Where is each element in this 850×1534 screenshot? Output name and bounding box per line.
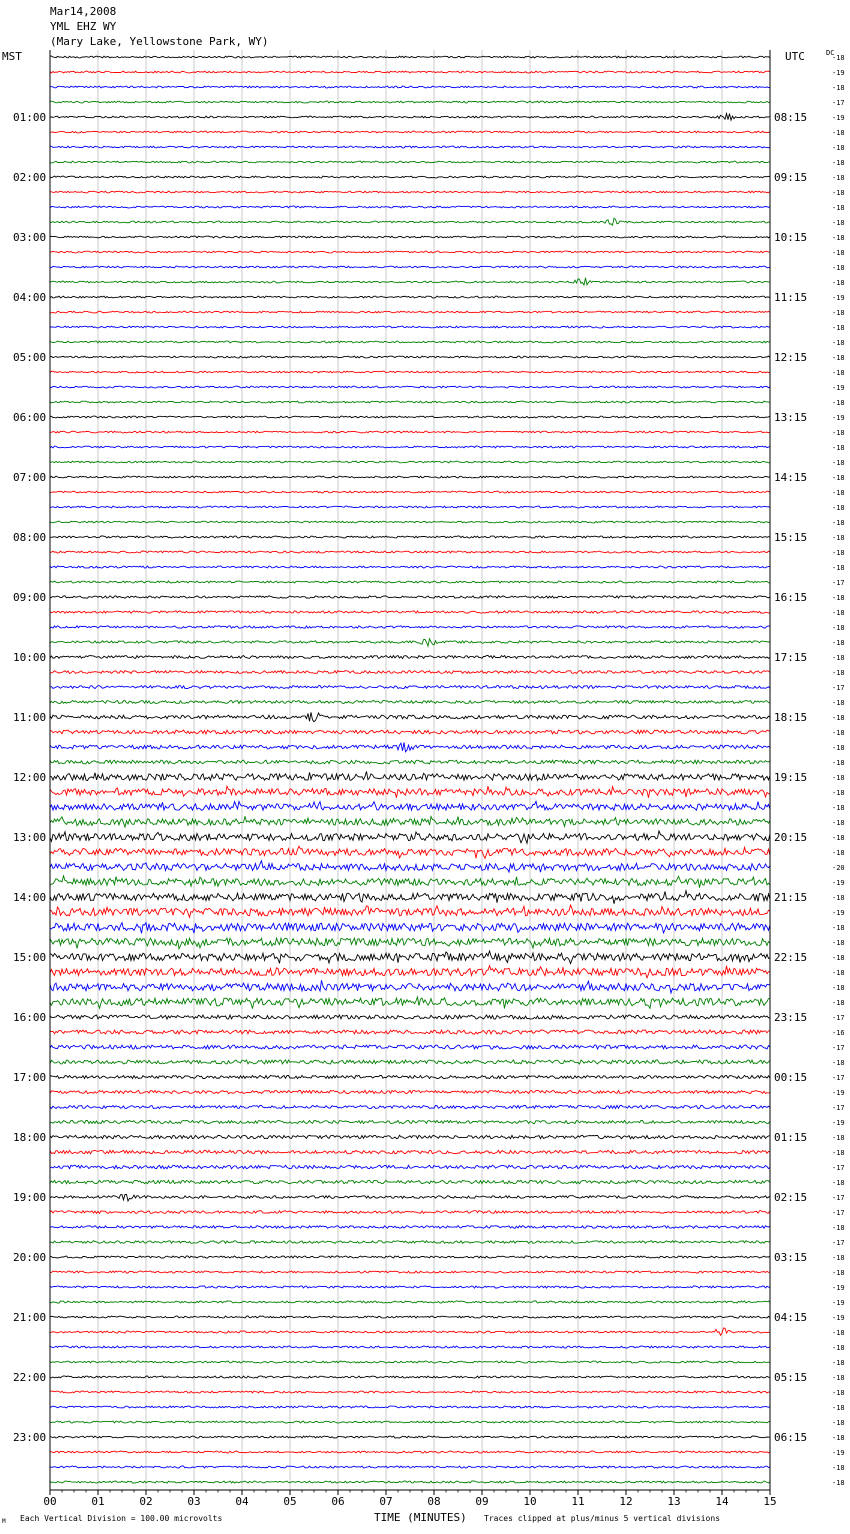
left-hour-label: 20:00 xyxy=(13,1251,47,1264)
trace-27 xyxy=(50,461,770,463)
trace-offset-label: -18 xyxy=(832,969,845,977)
trace-62 xyxy=(50,980,770,993)
trace-offset-label: -18 xyxy=(832,279,845,287)
trace-25 xyxy=(50,431,770,433)
trace-57 xyxy=(50,905,770,917)
trace-84 xyxy=(50,1316,770,1318)
trace-35 xyxy=(50,581,770,583)
right-hour-label: 17:15 xyxy=(774,651,808,664)
x-tick-label: 15 xyxy=(763,1495,777,1508)
trace-offset-label: -18 xyxy=(832,819,845,827)
trace-55 xyxy=(50,876,770,888)
trace-offset-label: -18 xyxy=(832,954,845,962)
x-tick-label: 02 xyxy=(139,1495,153,1508)
x-tick-label: 14 xyxy=(715,1495,729,1508)
trace-offset-label: -17 xyxy=(832,579,845,587)
trace-14 xyxy=(50,266,770,268)
right-hour-label: 19:15 xyxy=(774,771,808,784)
trace-17 xyxy=(50,311,770,313)
trace-13 xyxy=(50,251,770,253)
trace-58 xyxy=(50,923,770,934)
right-hour-label: 23:15 xyxy=(774,1011,808,1024)
left-hour-label: 18:00 xyxy=(13,1131,47,1144)
trace-31 xyxy=(50,521,770,523)
trace-offset-label: -19 xyxy=(832,384,845,392)
trace-44 xyxy=(50,712,770,721)
trace-offset-label: -19 xyxy=(832,1284,845,1292)
trace-offset-label: -17 xyxy=(832,1194,845,1202)
left-hour-label: 15:00 xyxy=(13,951,47,964)
trace-0 xyxy=(50,56,770,58)
trace-offset-label: -17 xyxy=(832,1074,845,1082)
trace-offset-label: -18 xyxy=(832,84,845,92)
trace-offset-label: -18 xyxy=(832,159,845,167)
trace-59 xyxy=(50,938,770,949)
trace-29 xyxy=(50,491,770,493)
trace-offset-label: -18 xyxy=(832,1344,845,1352)
trace-7 xyxy=(50,161,770,163)
trace-1 xyxy=(50,71,770,73)
left-hour-label: 05:00 xyxy=(13,351,47,364)
trace-offset-label: -18 xyxy=(832,834,845,842)
trace-offset-label: -18 xyxy=(832,984,845,992)
trace-73 xyxy=(50,1150,770,1153)
trace-offset-label: -19 xyxy=(832,1449,845,1457)
trace-offset-label: -18 xyxy=(832,654,845,662)
trace-offset-label: -18 xyxy=(832,1059,845,1067)
trace-38 xyxy=(50,626,770,628)
x-tick-label: 03 xyxy=(187,1495,201,1508)
trace-18 xyxy=(50,326,770,328)
trace-offset-label: -18 xyxy=(832,594,845,602)
trace-offset-label: -18 xyxy=(832,459,845,467)
trace-offset-label: -18 xyxy=(832,789,845,797)
trace-72 xyxy=(50,1135,770,1138)
trace-26 xyxy=(50,446,770,448)
trace-offset-label: -18 xyxy=(832,519,845,527)
axis-labels xyxy=(13,54,845,1508)
trace-56 xyxy=(50,891,770,904)
trace-offset-label: -18 xyxy=(832,1269,845,1277)
trace-4 xyxy=(50,114,770,121)
trace-offset-label: -18 xyxy=(832,144,845,152)
trace-87 xyxy=(50,1361,770,1363)
right-hour-label: 03:15 xyxy=(774,1251,808,1264)
trace-88 xyxy=(50,1376,770,1378)
right-hour-label: 13:15 xyxy=(774,411,808,424)
trace-offset-label: -19 xyxy=(832,1119,845,1127)
trace-80 xyxy=(50,1256,770,1258)
left-hour-label: 01:00 xyxy=(13,111,47,124)
trace-offset-label: -18 xyxy=(832,264,845,272)
trace-offset-label: -18 xyxy=(832,744,845,752)
x-axis-label: TIME (MINUTES) xyxy=(374,1511,467,1524)
trace-offset-label: -16 xyxy=(832,1029,845,1037)
trace-8 xyxy=(50,176,770,178)
trace-79 xyxy=(50,1241,770,1244)
trace-offset-label: -20 xyxy=(832,864,845,872)
x-tick-label: 11 xyxy=(571,1495,585,1508)
trace-91 xyxy=(50,1421,770,1423)
trace-75 xyxy=(50,1180,770,1183)
trace-10 xyxy=(50,206,770,208)
trace-30 xyxy=(50,506,770,508)
x-tick-label: 12 xyxy=(619,1495,633,1508)
trace-95 xyxy=(50,1481,770,1483)
trace-65 xyxy=(50,1030,770,1034)
left-hour-label: 12:00 xyxy=(13,771,47,784)
trace-40 xyxy=(50,656,770,659)
station-location: (Mary Lake, Yellowstone Park, WY) xyxy=(50,35,269,48)
x-tick-label: 08 xyxy=(427,1495,441,1508)
left-hour-label: 16:00 xyxy=(13,1011,47,1024)
trace-53 xyxy=(50,846,770,858)
trace-offset-label: -18 xyxy=(832,549,845,557)
trace-offset-label: -18 xyxy=(832,429,845,437)
left-hour-label: 22:00 xyxy=(13,1371,47,1384)
trace-46 xyxy=(50,743,770,752)
trace-49 xyxy=(50,786,770,798)
x-tick-label: 01 xyxy=(91,1495,105,1508)
left-hour-label: 17:00 xyxy=(13,1071,47,1084)
trace-offset-label: -18 xyxy=(832,939,845,947)
trace-offset-label: -18 xyxy=(832,444,845,452)
trace-3 xyxy=(50,101,770,103)
trace-offset-label: -18 xyxy=(832,1434,845,1442)
trace-16 xyxy=(50,296,770,298)
left-hour-label: 23:00 xyxy=(13,1431,47,1444)
left-hour-label: 10:00 xyxy=(13,651,47,664)
trace-2 xyxy=(50,86,770,88)
left-hour-label: 09:00 xyxy=(13,591,47,604)
trace-offset-label: -18 xyxy=(832,1479,845,1487)
trace-12 xyxy=(50,236,770,238)
left-hour-label: 07:00 xyxy=(13,471,47,484)
trace-20 xyxy=(50,356,770,358)
trace-offset-label: -17 xyxy=(832,1239,845,1247)
trace-offset-label: -18 xyxy=(832,534,845,542)
left-hour-label: 03:00 xyxy=(13,231,47,244)
trace-offset-label: -18 xyxy=(832,249,845,257)
trace-33 xyxy=(50,551,770,553)
trace-41 xyxy=(50,671,770,674)
trace-37 xyxy=(50,611,770,613)
trace-offset-label: -18 xyxy=(832,564,845,572)
dc-offset-label: DC xyxy=(826,49,835,57)
right-hour-label: 04:15 xyxy=(774,1311,808,1324)
trace-offset-label: -18 xyxy=(832,1464,845,1472)
trace-offset-label: -18 xyxy=(832,639,845,647)
trace-52 xyxy=(50,831,770,843)
trace-54 xyxy=(50,861,770,872)
trace-offset-label: -18 xyxy=(832,1254,845,1262)
trace-offset-label: -18 xyxy=(832,234,845,242)
trace-offset-label: -19 xyxy=(832,294,845,302)
clip-note: Traces clipped at plus/minus 5 vertical divisions xyxy=(484,1514,721,1523)
trace-34 xyxy=(50,566,770,568)
trace-66 xyxy=(50,1045,770,1049)
trace-offset-label: -18 xyxy=(832,999,845,1007)
x-tick-label: 04 xyxy=(235,1495,249,1508)
trace-offset-label: -18 xyxy=(832,1224,845,1232)
trace-92 xyxy=(50,1436,770,1438)
trace-89 xyxy=(50,1391,770,1393)
trace-offset-label: -17 xyxy=(832,1104,845,1112)
trace-offset-label: -18 xyxy=(832,924,845,932)
trace-9 xyxy=(50,191,770,193)
right-hour-label: 14:15 xyxy=(774,471,808,484)
trace-offset-label: -18 xyxy=(832,774,845,782)
right-hour-label: 15:15 xyxy=(774,531,808,544)
x-tick-label: 05 xyxy=(283,1495,297,1508)
trace-11 xyxy=(50,218,770,225)
trace-5 xyxy=(50,131,770,133)
trace-81 xyxy=(50,1271,770,1273)
trace-offset-label: -18 xyxy=(832,699,845,707)
corner-mark: M xyxy=(2,1518,6,1525)
trace-offset-label: -18 xyxy=(832,624,845,632)
trace-24 xyxy=(50,416,770,418)
trace-offset-label: -18 xyxy=(832,204,845,212)
trace-63 xyxy=(50,997,770,1009)
right-hour-label: 05:15 xyxy=(774,1371,808,1384)
left-hour-label: 11:00 xyxy=(13,711,47,724)
trace-offset-label: -18 xyxy=(832,1389,845,1397)
trace-43 xyxy=(50,701,770,704)
trace-64 xyxy=(50,1015,770,1019)
trace-offset-label: -18 xyxy=(832,369,845,377)
trace-51 xyxy=(50,816,770,827)
trace-offset-label: -17 xyxy=(832,1014,845,1022)
x-tick-label: 10 xyxy=(523,1495,537,1508)
trace-86 xyxy=(50,1346,770,1348)
trace-15 xyxy=(50,278,770,285)
left-hour-label: 19:00 xyxy=(13,1191,47,1204)
x-tick-label: 13 xyxy=(667,1495,681,1508)
right-hour-label: 22:15 xyxy=(774,951,808,964)
trace-74 xyxy=(50,1165,770,1168)
trace-offset-label: -18 xyxy=(832,129,845,137)
trace-offset-label: -18 xyxy=(832,729,845,737)
left-hour-label: 13:00 xyxy=(13,831,47,844)
x-tick-label: 06 xyxy=(331,1495,345,1508)
trace-offset-label: -19 xyxy=(832,1089,845,1097)
station-code: YML EHZ WY xyxy=(50,20,117,33)
right-hour-label: 11:15 xyxy=(774,291,808,304)
trace-offset-label: -18 xyxy=(832,189,845,197)
trace-82 xyxy=(50,1286,770,1288)
trace-offset-label: -18 xyxy=(832,1149,845,1157)
trace-offset-label: -18 xyxy=(832,804,845,812)
left-hour-label: 08:00 xyxy=(13,531,47,544)
seismic-traces xyxy=(50,56,770,1483)
trace-offset-label: -18 xyxy=(832,1419,845,1427)
trace-offset-label: -18 xyxy=(832,504,845,512)
trace-offset-label: -17 xyxy=(832,1209,845,1217)
trace-48 xyxy=(50,771,770,780)
plot-date: Mar14,2008 xyxy=(50,5,117,18)
trace-61 xyxy=(50,966,770,978)
right-timezone-label: UTC xyxy=(785,50,805,63)
left-hour-label: 02:00 xyxy=(13,171,47,184)
trace-offset-label: -18 xyxy=(832,354,845,362)
right-hour-label: 20:15 xyxy=(774,831,808,844)
trace-offset-label: -18 xyxy=(832,669,845,677)
right-hour-label: 08:15 xyxy=(774,111,808,124)
left-hour-label: 21:00 xyxy=(13,1311,47,1324)
right-hour-label: 12:15 xyxy=(774,351,808,364)
trace-19 xyxy=(50,341,770,343)
trace-offset-label: -18 xyxy=(832,309,845,317)
trace-offset-label: -19 xyxy=(832,879,845,887)
trace-offset-label: -18 xyxy=(832,1179,845,1187)
right-hour-label: 06:15 xyxy=(774,1431,808,1444)
trace-23 xyxy=(50,401,770,403)
trace-71 xyxy=(50,1120,770,1123)
trace-offset-label: -18 xyxy=(832,174,845,182)
trace-offset-label: -19 xyxy=(832,69,845,77)
trace-offset-label: -19 xyxy=(832,1299,845,1307)
trace-offset-label: -18 xyxy=(832,1134,845,1142)
vertical-division-note: Each Vertical Division = 100.00 microvolts xyxy=(20,1514,223,1523)
trace-50 xyxy=(50,802,770,811)
trace-42 xyxy=(50,686,770,689)
trace-67 xyxy=(50,1060,770,1064)
trace-32 xyxy=(50,536,770,538)
trace-offset-label: -19 xyxy=(832,114,845,122)
trace-60 xyxy=(50,951,770,964)
trace-offset-label: -18 xyxy=(832,474,845,482)
trace-68 xyxy=(50,1075,770,1078)
right-hour-label: 16:15 xyxy=(774,591,808,604)
x-tick-label: 07 xyxy=(379,1495,393,1508)
trace-offset-label: -19 xyxy=(832,414,845,422)
trace-47 xyxy=(50,760,770,764)
trace-6 xyxy=(50,146,770,148)
trace-offset-label: -18 xyxy=(832,1404,845,1412)
trace-77 xyxy=(50,1211,770,1214)
trace-22 xyxy=(50,386,770,388)
trace-90 xyxy=(50,1406,770,1408)
trace-offset-label: -18 xyxy=(832,324,845,332)
left-timezone-label: MST xyxy=(2,50,22,63)
x-tick-label: 00 xyxy=(43,1495,57,1508)
right-hour-label: 00:15 xyxy=(774,1071,808,1084)
x-tick-label: 09 xyxy=(475,1495,489,1508)
right-hour-label: 10:15 xyxy=(774,231,808,244)
right-hour-label: 18:15 xyxy=(774,711,808,724)
trace-39 xyxy=(50,639,770,647)
trace-36 xyxy=(50,596,770,598)
trace-offset-label: -19 xyxy=(832,909,845,917)
trace-69 xyxy=(50,1090,770,1093)
trace-28 xyxy=(50,476,770,478)
trace-76 xyxy=(50,1194,770,1201)
trace-offset-label: -19 xyxy=(832,1314,845,1322)
left-hour-label: 06:00 xyxy=(13,411,47,424)
left-hour-label: 04:00 xyxy=(13,291,47,304)
trace-offset-label: -18 xyxy=(832,894,845,902)
trace-offset-label: -17 xyxy=(832,1164,845,1172)
trace-offset-label: -18 xyxy=(832,489,845,497)
trace-offset-label: -18 xyxy=(832,609,845,617)
trace-93 xyxy=(50,1451,770,1453)
trace-offset-label: -17 xyxy=(832,99,845,107)
right-hour-label: 21:15 xyxy=(774,891,808,904)
trace-94 xyxy=(50,1466,770,1468)
trace-offset-label: -18 xyxy=(832,219,845,227)
trace-78 xyxy=(50,1226,770,1229)
trace-offset-label: -17 xyxy=(832,1044,845,1052)
trace-85 xyxy=(50,1328,770,1335)
trace-offset-label: -18 xyxy=(832,399,845,407)
trace-45 xyxy=(50,730,770,734)
left-hour-label: 14:00 xyxy=(13,891,47,904)
trace-offset-label: -18 xyxy=(832,54,845,62)
trace-offset-label: -18 xyxy=(832,339,845,347)
trace-21 xyxy=(50,371,770,373)
trace-70 xyxy=(50,1105,770,1108)
trace-83 xyxy=(50,1301,770,1303)
trace-offset-label: -18 xyxy=(832,1359,845,1367)
trace-offset-label: -17 xyxy=(832,684,845,692)
trace-offset-label: -18 xyxy=(832,849,845,857)
right-hour-label: 09:15 xyxy=(774,171,808,184)
trace-offset-label: -18 xyxy=(832,759,845,767)
trace-offset-label: -18 xyxy=(832,714,845,722)
trace-offset-label: -18 xyxy=(832,1374,845,1382)
trace-offset-label: -18 xyxy=(832,1329,845,1337)
right-hour-label: 01:15 xyxy=(774,1131,808,1144)
right-hour-label: 02:15 xyxy=(774,1191,808,1204)
